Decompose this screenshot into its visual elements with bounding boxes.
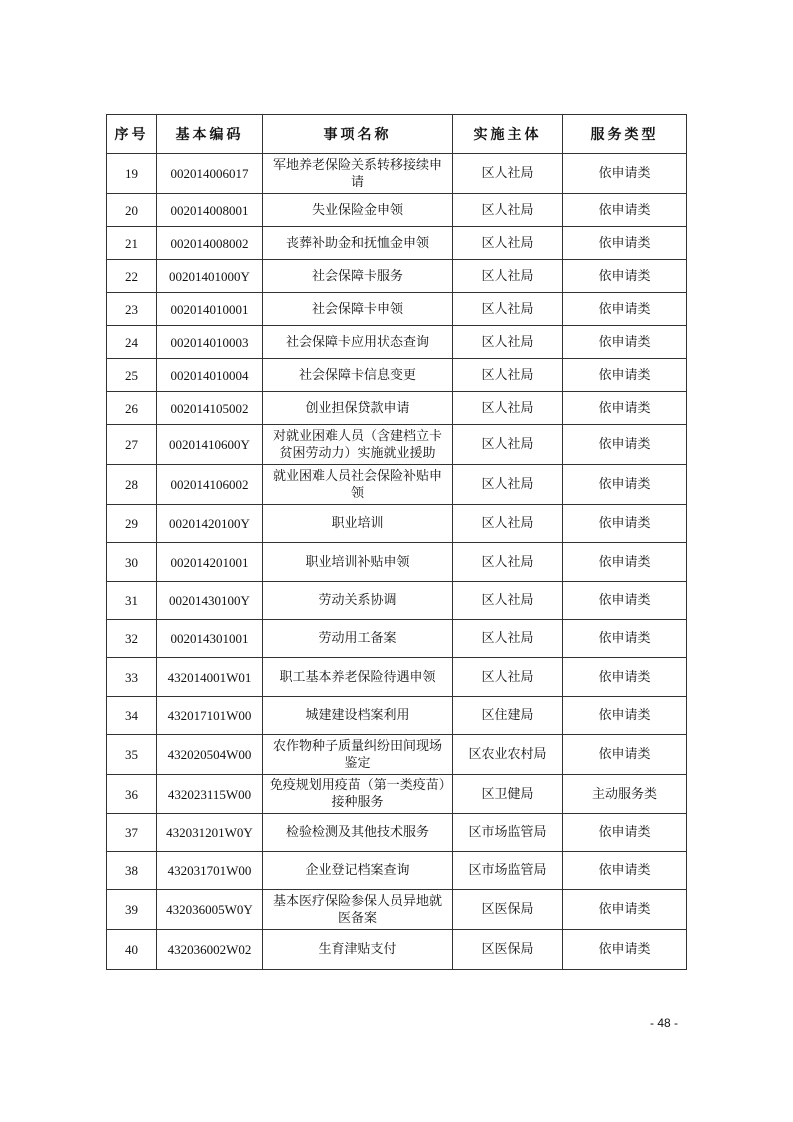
row-agency: 区农业农村局 — [453, 735, 563, 775]
row-item-name: 就业困难人员社会保险补贴申领 — [263, 465, 453, 505]
row-agency: 区人社局 — [453, 392, 563, 425]
row-agency: 区人社局 — [453, 658, 563, 697]
table-row — [107, 620, 687, 658]
row-item-name: 社会保障卡服务 — [263, 260, 453, 293]
row-agency: 区卫健局 — [453, 775, 563, 814]
row-index: 30 — [107, 543, 157, 582]
row-item-name: 职业培训 — [263, 505, 453, 543]
header-index: 序号 — [107, 115, 157, 154]
row-item-name: 社会保障卡信息变更 — [263, 359, 453, 392]
row-index: 27 — [107, 425, 157, 465]
row-code: 002014105002 — [157, 392, 263, 425]
row-code: 002014006017 — [157, 154, 263, 194]
row-service-type: 依申请类 — [563, 697, 687, 735]
table-row — [107, 582, 687, 620]
row-service-type: 依申请类 — [563, 465, 687, 505]
row-code: 002014106002 — [157, 465, 263, 505]
header-agency: 实施主体 — [453, 115, 563, 154]
row-index: 19 — [107, 154, 157, 194]
row-agency: 区人社局 — [453, 620, 563, 658]
row-item-name: 职业培训补贴申领 — [263, 543, 453, 582]
header-item-name: 事项名称 — [263, 115, 453, 154]
row-item-name: 基本医疗保险参保人员异地就医备案 — [263, 890, 453, 930]
row-service-type: 依申请类 — [563, 814, 687, 852]
row-agency: 区人社局 — [453, 227, 563, 260]
table-body — [107, 154, 687, 970]
row-agency: 区人社局 — [453, 543, 563, 582]
table-row — [107, 227, 687, 260]
row-index: 29 — [107, 505, 157, 543]
table-row — [107, 775, 687, 814]
row-agency: 区市场监管局 — [453, 852, 563, 890]
table-row — [107, 392, 687, 425]
header-code: 基本编码 — [157, 115, 263, 154]
table-row — [107, 543, 687, 582]
row-service-type: 依申请类 — [563, 326, 687, 359]
row-service-type: 依申请类 — [563, 930, 687, 970]
row-service-type: 依申请类 — [563, 658, 687, 697]
row-code: 002014008001 — [157, 194, 263, 227]
row-item-name: 检验检测及其他技术服务 — [263, 814, 453, 852]
row-item-name: 农作物种子质量纠纷田间现场鉴定 — [263, 735, 453, 775]
row-service-type: 依申请类 — [563, 194, 687, 227]
row-agency: 区人社局 — [453, 505, 563, 543]
table-row — [107, 326, 687, 359]
table-row — [107, 425, 687, 465]
table-row — [107, 359, 687, 392]
row-agency: 区人社局 — [453, 359, 563, 392]
row-code: 432036002W02 — [157, 930, 263, 970]
row-agency: 区人社局 — [453, 326, 563, 359]
row-service-type: 依申请类 — [563, 392, 687, 425]
row-code: 002014010004 — [157, 359, 263, 392]
row-item-name: 丧葬补助金和抚恤金申领 — [263, 227, 453, 260]
header-service-type: 服务类型 — [563, 115, 687, 154]
row-code: 432017101W00 — [157, 697, 263, 735]
row-item-name: 劳动用工备案 — [263, 620, 453, 658]
table-row — [107, 505, 687, 543]
table-row — [107, 154, 687, 194]
table-row — [107, 930, 687, 970]
table-row — [107, 852, 687, 890]
row-index: 36 — [107, 775, 157, 814]
row-item-name: 军地养老保险关系转移接续申请 — [263, 154, 453, 194]
row-index: 31 — [107, 582, 157, 620]
row-code: 00201420100Y — [157, 505, 263, 543]
row-index: 24 — [107, 326, 157, 359]
row-service-type: 依申请类 — [563, 543, 687, 582]
row-service-type: 依申请类 — [563, 852, 687, 890]
row-index: 26 — [107, 392, 157, 425]
row-agency: 区人社局 — [453, 293, 563, 326]
page-number: - 48 - — [650, 1016, 679, 1030]
row-item-name: 社会保障卡申领 — [263, 293, 453, 326]
row-item-name: 社会保障卡应用状态查询 — [263, 326, 453, 359]
row-code: 002014010003 — [157, 326, 263, 359]
table-row — [107, 890, 687, 930]
row-code: 432014001W01 — [157, 658, 263, 697]
row-agency: 区人社局 — [453, 260, 563, 293]
row-index: 22 — [107, 260, 157, 293]
row-item-name: 城建建设档案利用 — [263, 697, 453, 735]
row-service-type: 依申请类 — [563, 890, 687, 930]
row-service-type: 依申请类 — [563, 260, 687, 293]
row-item-name: 企业登记档案查询 — [263, 852, 453, 890]
table-row — [107, 658, 687, 697]
row-service-type: 依申请类 — [563, 505, 687, 543]
row-index: 20 — [107, 194, 157, 227]
row-service-type: 依申请类 — [563, 227, 687, 260]
row-service-type: 依申请类 — [563, 620, 687, 658]
table-row — [107, 735, 687, 775]
row-index: 37 — [107, 814, 157, 852]
row-index: 39 — [107, 890, 157, 930]
row-agency: 区人社局 — [453, 194, 563, 227]
row-index: 28 — [107, 465, 157, 505]
row-code: 432031201W0Y — [157, 814, 263, 852]
table-row — [107, 293, 687, 326]
row-code: 002014201001 — [157, 543, 263, 582]
row-index: 35 — [107, 735, 157, 775]
service-items-table — [106, 114, 687, 970]
row-item-name: 生育津贴支付 — [263, 930, 453, 970]
row-code: 002014008002 — [157, 227, 263, 260]
row-code: 002014301001 — [157, 620, 263, 658]
row-index: 23 — [107, 293, 157, 326]
row-code: 432020504W00 — [157, 735, 263, 775]
row-service-type: 依申请类 — [563, 293, 687, 326]
row-agency: 区人社局 — [453, 425, 563, 465]
row-agency: 区住建局 — [453, 697, 563, 735]
row-service-type: 依申请类 — [563, 735, 687, 775]
row-index: 25 — [107, 359, 157, 392]
row-code: 00201430100Y — [157, 582, 263, 620]
row-code: 00201401000Y — [157, 260, 263, 293]
table-row — [107, 260, 687, 293]
row-item-name: 职工基本养老保险待遇申领 — [263, 658, 453, 697]
row-code: 432023115W00 — [157, 775, 263, 814]
row-agency: 区市场监管局 — [453, 814, 563, 852]
row-service-type: 依申请类 — [563, 154, 687, 194]
row-item-name: 免疫规划用疫苗（第一类疫苗）接种服务 — [263, 775, 453, 814]
row-agency: 区人社局 — [453, 582, 563, 620]
row-index: 40 — [107, 930, 157, 970]
row-index: 33 — [107, 658, 157, 697]
row-service-type: 依申请类 — [563, 582, 687, 620]
row-item-name: 失业保险金申领 — [263, 194, 453, 227]
row-agency: 区医保局 — [453, 890, 563, 930]
table-row — [107, 697, 687, 735]
row-agency: 区医保局 — [453, 930, 563, 970]
row-service-type: 依申请类 — [563, 359, 687, 392]
row-item-name: 创业担保贷款申请 — [263, 392, 453, 425]
row-index: 32 — [107, 620, 157, 658]
row-code: 432031701W00 — [157, 852, 263, 890]
row-service-type: 主动服务类 — [563, 775, 687, 814]
table-row — [107, 465, 687, 505]
row-agency: 区人社局 — [453, 154, 563, 194]
row-code: 002014010001 — [157, 293, 263, 326]
table-row — [107, 194, 687, 227]
table-row — [107, 814, 687, 852]
row-agency: 区人社局 — [453, 465, 563, 505]
row-code: 432036005W0Y — [157, 890, 263, 930]
row-index: 34 — [107, 697, 157, 735]
row-index: 21 — [107, 227, 157, 260]
row-item-name: 劳动关系协调 — [263, 582, 453, 620]
table-header-row — [107, 115, 687, 154]
row-index: 38 — [107, 852, 157, 890]
row-item-name: 对就业困难人员（含建档立卡贫困劳动力）实施就业援助 — [263, 425, 453, 465]
row-service-type: 依申请类 — [563, 425, 687, 465]
row-code: 00201410600Y — [157, 425, 263, 465]
